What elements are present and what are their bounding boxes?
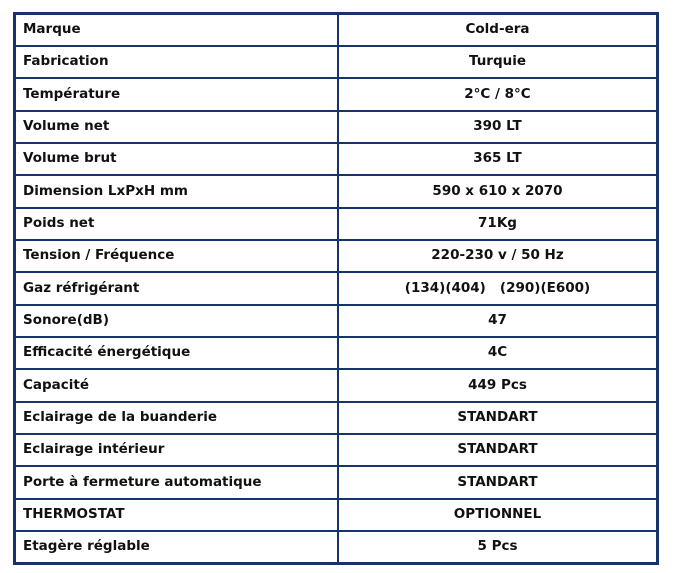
spec-label: Température [15,78,339,110]
table-row [15,208,658,240]
spec-value: (134)(404) (290)(E600) [338,272,658,304]
table-row [15,14,658,46]
table-row [15,369,658,401]
spec-label: Volume net [15,111,339,143]
table-row [15,434,658,466]
spec-label: Volume brut [15,143,339,175]
table-row [15,111,658,143]
spec-label: Eclairage de la buanderie [15,402,339,434]
spec-label: Sonore(dB) [15,305,339,337]
spec-value: Cold-era [338,14,658,46]
spec-value: 390 LT [338,111,658,143]
spec-value: 4C [338,337,658,369]
table-row [15,305,658,337]
spec-value: 220-230 v / 50 Hz [338,240,658,272]
spec-value: STANDART [338,402,658,434]
spec-value: 449 Pcs [338,369,658,401]
table-row [15,272,658,304]
spec-value: 590 x 610 x 2070 [338,175,658,207]
spec-label: Porte à fermeture automatique [15,466,339,498]
spec-label: Eclairage intérieur [15,434,339,466]
table-row [15,240,658,272]
spec-label: Gaz réfrigérant [15,272,339,304]
spec-value: 47 [338,305,658,337]
table-row [15,466,658,498]
spec-table [13,12,659,565]
table-row [15,78,658,110]
spec-value: 365 LT [338,143,658,175]
spec-label: Efficacité énergétique [15,337,339,369]
spec-value: 5 Pcs [338,531,658,564]
spec-value: Turquie [338,46,658,78]
table-row [15,402,658,434]
spec-label: Marque [15,14,339,46]
spec-value: STANDART [338,434,658,466]
spec-label: Tension / Fréquence [15,240,339,272]
spec-label: Dimension LxPxH mm [15,175,339,207]
spec-value: 2°C / 8°C [338,78,658,110]
table-row [15,175,658,207]
spec-label: THERMOSTAT [15,499,339,531]
spec-value: 71Kg [338,208,658,240]
table-row [15,337,658,369]
spec-value: OPTIONNEL [338,499,658,531]
table-row [15,531,658,564]
spec-label: Capacité [15,369,339,401]
spec-label: Fabrication [15,46,339,78]
spec-label: Poids net [15,208,339,240]
table-row [15,46,658,78]
spec-label: Etagère réglable [15,531,339,564]
table-row [15,499,658,531]
spec-value: STANDART [338,466,658,498]
table-row [15,143,658,175]
